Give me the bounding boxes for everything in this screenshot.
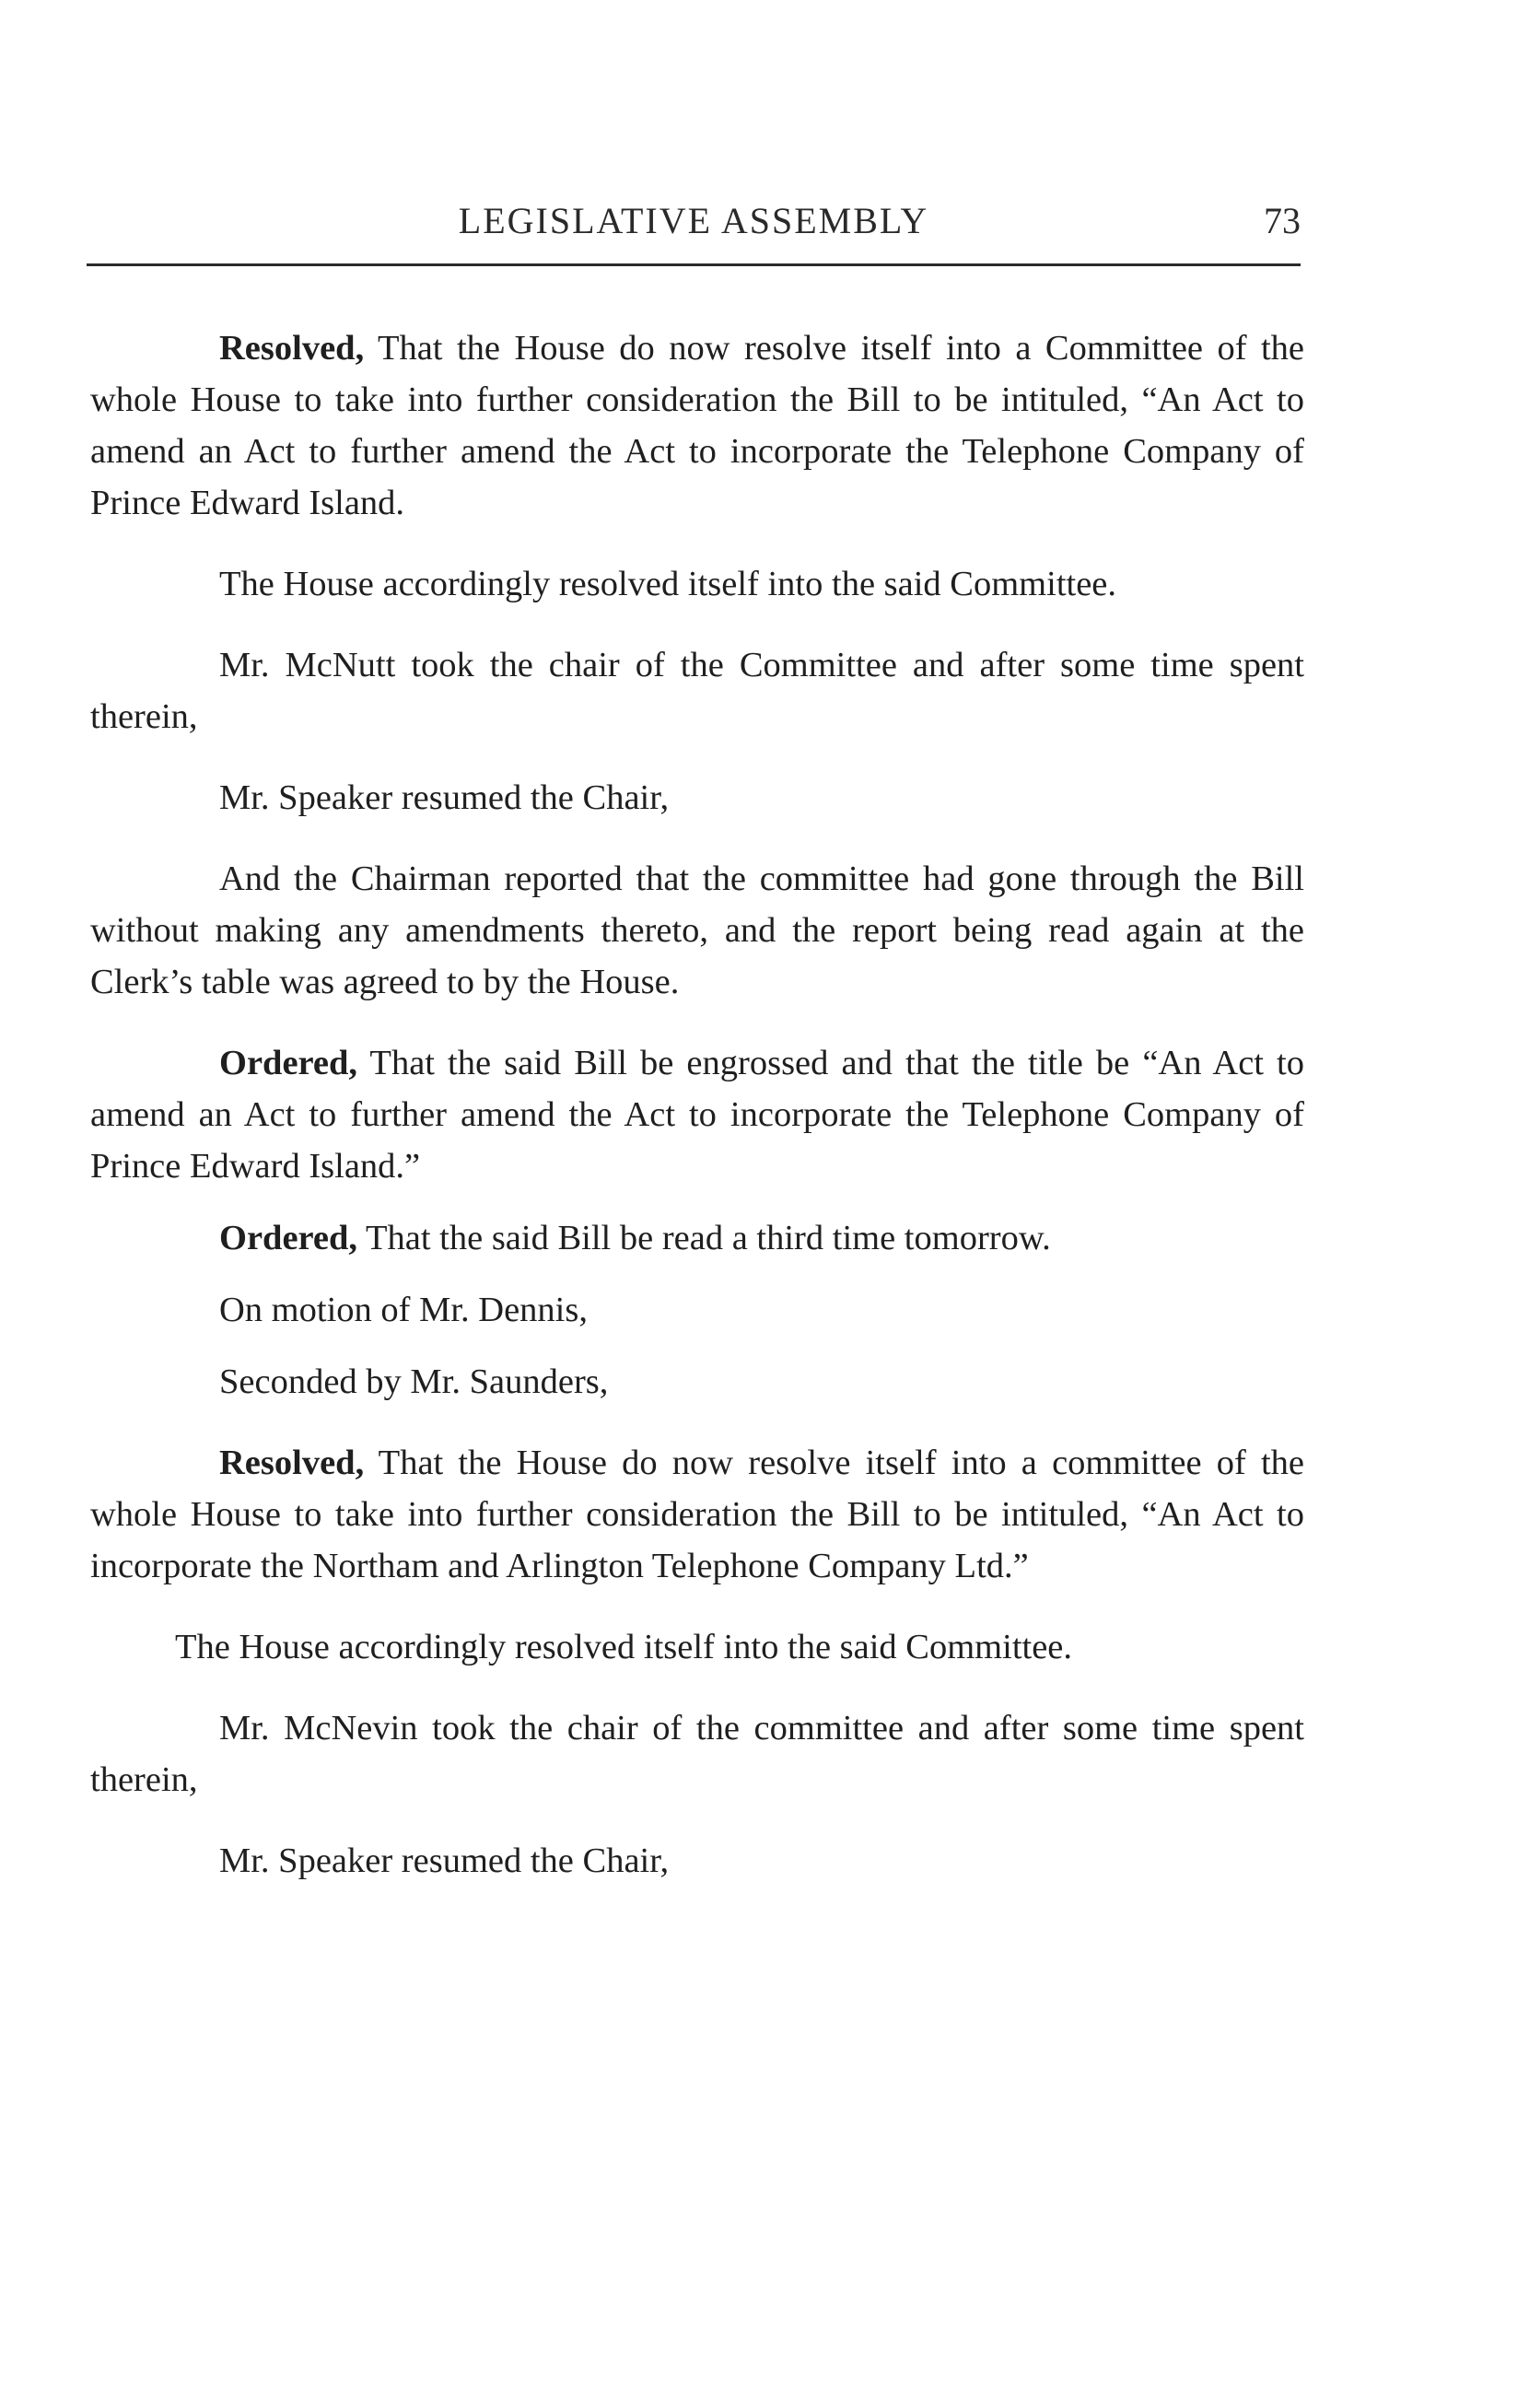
keyword-ordered: Ordered, bbox=[219, 1219, 358, 1257]
paragraph-ordered-engrossed bbox=[90, 1037, 1304, 1192]
paragraph-resolved-2 bbox=[90, 1437, 1304, 1592]
paragraph-house-resolved-1 bbox=[90, 558, 1304, 610]
paragraph-resolved-1 bbox=[90, 322, 1304, 529]
paragraph-text: Mr. McNevin took the chair of the committee and after some time spent therein, bbox=[90, 1709, 1304, 1799]
paragraph-speaker-resumed-1 bbox=[90, 772, 1304, 824]
paragraph-text: Mr. Speaker resumed the Chair, bbox=[219, 1841, 670, 1880]
keyword-ordered: Ordered, bbox=[219, 1044, 358, 1082]
paragraph-text: On motion of Mr. Dennis, bbox=[219, 1291, 588, 1329]
body-text bbox=[90, 322, 1304, 1916]
paragraph-chairman-reported bbox=[90, 853, 1304, 1008]
paragraph-text: Mr. Speaker resumed the Chair, bbox=[219, 778, 670, 817]
running-title: LEGISLATIVE ASSEMBLY bbox=[458, 200, 929, 241]
paragraph-text: The House accordingly resolved itself into the said Committee. bbox=[175, 1628, 1073, 1666]
paragraph-motion bbox=[90, 1284, 1304, 1336]
paragraph-speaker-resumed-2 bbox=[90, 1835, 1304, 1887]
keyword-resolved: Resolved, bbox=[219, 1444, 365, 1482]
paragraph-chair-mcnevin bbox=[90, 1702, 1304, 1806]
paragraph-text: Seconded by Mr. Saunders, bbox=[219, 1362, 609, 1401]
paragraph-text: That the House do now resolve itself into a committee of the whole House to take into further consideration the Bill to be intituled, “An Act to incorporate the Northam and Arlington Telephone Company Ltd.” bbox=[90, 1444, 1304, 1585]
page-header bbox=[87, 193, 1301, 249]
keyword-resolved: Resolved, bbox=[219, 329, 365, 368]
paragraph-chair-mcnutt bbox=[90, 639, 1304, 742]
paragraph-house-resolved-2 bbox=[90, 1621, 1304, 1673]
paragraph-text: Mr. McNutt took the chair of the Committee and after some time spent therein, bbox=[90, 646, 1304, 736]
header-rule bbox=[87, 263, 1301, 266]
paragraph-seconded bbox=[90, 1356, 1304, 1408]
page-number: 73 bbox=[1264, 200, 1301, 241]
paragraph-text: And the Chairman reported that the committee had gone through the Bill without making any amendments thereto, and the report being read again at the Clerk’s table was agreed to by the House. bbox=[90, 859, 1304, 1001]
paragraph-ordered-third-reading bbox=[90, 1212, 1304, 1264]
paragraph-text: That the said Bill be read a third time tomorrow. bbox=[357, 1219, 1051, 1257]
paragraph-text: That the said Bill be engrossed and that the title be “An Act to amend an Act to further amend the Act to incorporate the Telephone Company of Prince Edward Island.” bbox=[90, 1044, 1304, 1186]
paragraph-text: The House accordingly resolved itself into the said Committee. bbox=[219, 565, 1117, 603]
paragraph-text: That the House do now resolve itself into a Committee of the whole House to take into further consideration the Bill to be intituled, “An Act to amend an Act to further amend the Act to incorporate the Telephone Company of Prince Edward Island. bbox=[90, 329, 1304, 522]
